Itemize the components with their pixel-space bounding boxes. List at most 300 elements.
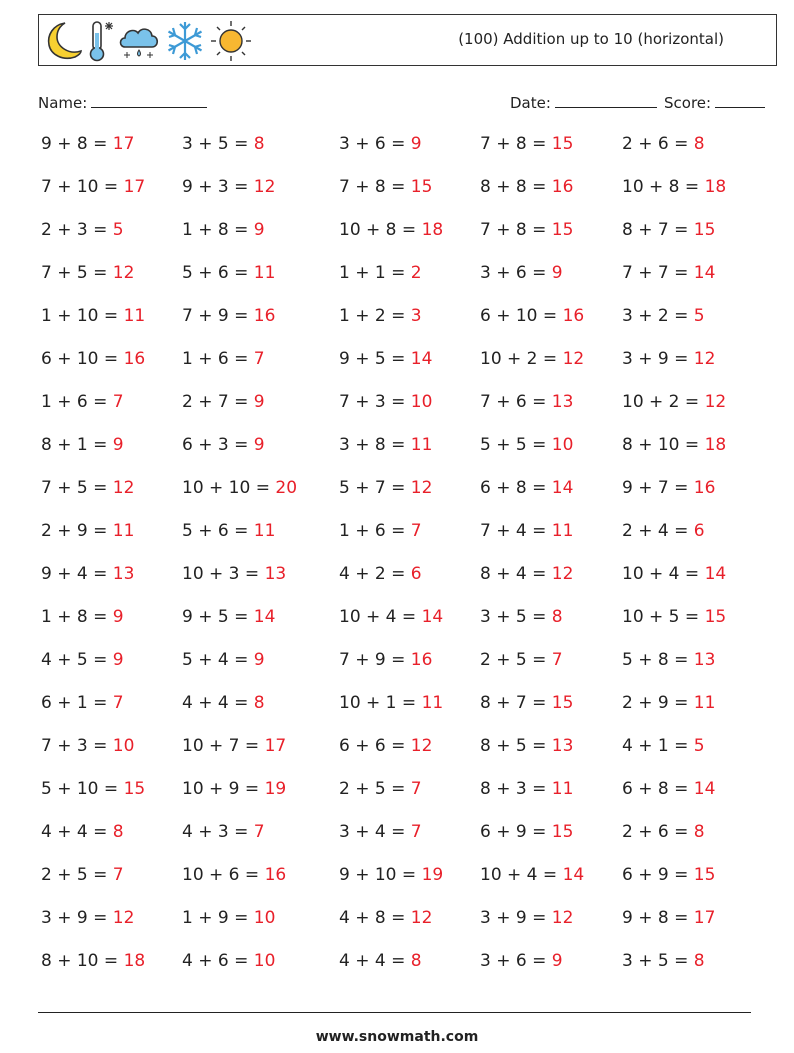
problem-cell (41, 263, 134, 283)
problem-question: 7 + 8 = (480, 220, 552, 240)
problem-cell (339, 177, 432, 197)
problem-answer: 16 (264, 865, 287, 885)
problem-question: 10 + 10 = (182, 478, 276, 498)
problem-question: 4 + 6 = (182, 951, 254, 971)
problem-answer: 9 (551, 951, 563, 971)
problem-question: 7 + 9 = (339, 650, 411, 670)
problem-answer: 13 (693, 650, 716, 670)
problem-answer: 8 (253, 693, 265, 713)
problem-answer: 16 (123, 349, 146, 369)
problem-question: 1 + 8 = (182, 220, 254, 240)
problem-cell (182, 607, 275, 627)
footer-divider (38, 1012, 751, 1013)
problem-answer: 9 (112, 650, 124, 670)
problem-question: 7 + 7 = (622, 263, 694, 283)
problem-cell (182, 822, 265, 842)
problem-answer: 14 (410, 349, 433, 369)
problem-question: 2 + 6 = (622, 134, 694, 154)
problem-question: 7 + 9 = (182, 306, 254, 326)
problem-answer: 11 (693, 693, 716, 713)
problem-cell (480, 521, 573, 541)
problem-cell (480, 607, 563, 627)
problem-question: 8 + 5 = (480, 736, 552, 756)
problem-answer: 7 (112, 865, 124, 885)
problem-cell (339, 822, 422, 842)
problem-answer: 7 (112, 392, 124, 412)
problem-cell (622, 263, 715, 283)
problem-row (41, 306, 771, 336)
score-line (715, 93, 765, 108)
problem-question: 6 + 1 = (41, 693, 113, 713)
problem-cell (622, 607, 726, 627)
problem-question: 5 + 8 = (622, 650, 694, 670)
problem-question: 1 + 6 = (41, 392, 113, 412)
problem-cell (622, 177, 726, 197)
problem-question: 9 + 10 = (339, 865, 422, 885)
problem-cell (480, 650, 563, 670)
problem-cell (480, 134, 573, 154)
problem-question: 9 + 3 = (182, 177, 254, 197)
problem-question: 8 + 7 = (622, 220, 694, 240)
problem-answer: 15 (123, 779, 146, 799)
problem-question: 3 + 5 = (480, 607, 552, 627)
problem-answer: 8 (253, 134, 265, 154)
problem-answer: 8 (410, 951, 422, 971)
problem-answer: 15 (704, 607, 727, 627)
problem-answer: 15 (410, 177, 433, 197)
problem-cell (622, 822, 705, 842)
problem-question: 1 + 6 = (182, 349, 254, 369)
problem-question: 5 + 6 = (182, 521, 254, 541)
problem-answer: 9 (253, 392, 265, 412)
problem-question: 1 + 9 = (182, 908, 254, 928)
problem-question: 6 + 8 = (480, 478, 552, 498)
problem-answer: 7 (253, 349, 265, 369)
problem-question: 7 + 5 = (41, 263, 113, 283)
problem-row (41, 435, 771, 465)
problem-question: 7 + 3 = (41, 736, 113, 756)
problem-cell (182, 306, 275, 326)
thermometer-icon (85, 19, 115, 63)
problem-cell (182, 564, 286, 584)
problem-question: 2 + 4 = (622, 521, 694, 541)
problem-answer: 2 (410, 263, 422, 283)
problem-question: 3 + 6 = (480, 263, 552, 283)
problem-question: 9 + 8 = (41, 134, 113, 154)
problem-row (41, 564, 771, 594)
problem-cell (480, 220, 573, 240)
problem-question: 4 + 1 = (622, 736, 694, 756)
problem-question: 10 + 8 = (339, 220, 422, 240)
problem-cell (182, 693, 265, 713)
problem-answer: 8 (112, 822, 124, 842)
problem-question: 3 + 9 = (41, 908, 113, 928)
date-field[interactable] (510, 93, 657, 112)
problem-question: 9 + 5 = (182, 607, 254, 627)
problem-question: 7 + 5 = (41, 478, 113, 498)
problem-cell (622, 951, 705, 971)
problem-question: 8 + 7 = (480, 693, 552, 713)
problem-question: 7 + 10 = (41, 177, 124, 197)
problem-cell (339, 736, 432, 756)
problem-cell (182, 951, 275, 971)
problem-question: 10 + 2 = (622, 392, 705, 412)
problem-row (41, 908, 771, 938)
problem-cell (480, 349, 584, 369)
problem-question: 6 + 9 = (480, 822, 552, 842)
problem-question: 10 + 2 = (480, 349, 563, 369)
problem-row (41, 607, 771, 637)
problem-question: 2 + 3 = (41, 220, 113, 240)
problem-cell (339, 779, 422, 799)
problem-answer: 13 (264, 564, 287, 584)
problem-answer: 14 (421, 607, 444, 627)
score-label: Score: (664, 94, 712, 112)
problem-cell (622, 134, 705, 154)
problem-question: 9 + 7 = (622, 478, 694, 498)
problem-row (41, 779, 771, 809)
problem-cell (41, 822, 124, 842)
problem-question: 1 + 10 = (41, 306, 124, 326)
problem-answer: 8 (693, 951, 705, 971)
problem-question: 9 + 4 = (41, 564, 113, 584)
problem-row (41, 951, 771, 981)
problem-question: 4 + 3 = (182, 822, 254, 842)
problem-cell (339, 521, 422, 541)
problem-question: 1 + 8 = (41, 607, 113, 627)
problem-answer: 16 (562, 306, 585, 326)
problem-answer: 12 (551, 908, 574, 928)
problem-answer: 12 (410, 736, 433, 756)
problem-cell (622, 306, 705, 326)
problem-cell (182, 349, 265, 369)
problem-answer: 15 (551, 822, 574, 842)
problem-cell (622, 521, 705, 541)
problem-cell (41, 736, 134, 756)
problem-cell (41, 650, 124, 670)
problem-question: 4 + 4 = (339, 951, 411, 971)
problem-answer: 17 (112, 134, 135, 154)
problem-answer: 17 (693, 908, 716, 928)
problem-question: 10 + 8 = (622, 177, 705, 197)
problem-question: 4 + 4 = (41, 822, 113, 842)
problem-answer: 14 (551, 478, 574, 498)
snowflake-icon (163, 19, 207, 63)
problem-question: 7 + 6 = (480, 392, 552, 412)
problem-cell (622, 865, 715, 885)
problem-cell (182, 736, 286, 756)
problem-answer: 13 (112, 564, 135, 584)
problem-cell (480, 736, 573, 756)
problem-cell (41, 607, 124, 627)
problem-answer: 14 (562, 865, 585, 885)
problem-answer: 11 (551, 521, 574, 541)
problem-answer: 15 (551, 693, 574, 713)
problem-answer: 11 (551, 779, 574, 799)
problem-cell (480, 392, 573, 412)
problem-cell (622, 349, 715, 369)
problem-cell (622, 392, 726, 412)
problem-answer: 7 (551, 650, 563, 670)
problem-cell (182, 779, 286, 799)
problem-cell (339, 478, 432, 498)
problem-cell (41, 865, 124, 885)
problem-cell (622, 564, 726, 584)
problem-cell (182, 263, 275, 283)
problem-answer: 9 (551, 263, 563, 283)
problem-cell (41, 220, 124, 240)
problem-cell (41, 951, 145, 971)
problem-question: 2 + 7 = (182, 392, 254, 412)
problem-question: 6 + 6 = (339, 736, 411, 756)
problem-answer: 5 (112, 220, 124, 240)
problem-answer: 12 (253, 177, 276, 197)
problem-question: 8 + 10 = (41, 951, 124, 971)
problem-answer: 7 (410, 521, 422, 541)
problem-cell (480, 822, 573, 842)
problem-cell (622, 908, 715, 928)
problem-question: 3 + 5 = (622, 951, 694, 971)
problem-question: 8 + 10 = (622, 435, 705, 455)
worksheet-header (38, 14, 777, 66)
problem-cell (339, 650, 432, 670)
problem-answer: 10 (253, 951, 276, 971)
problem-cell (480, 306, 584, 326)
problem-question: 7 + 3 = (339, 392, 411, 412)
problem-row (41, 349, 771, 379)
problem-question: 3 + 8 = (339, 435, 411, 455)
problem-question: 3 + 9 = (622, 349, 694, 369)
problem-cell (41, 134, 134, 154)
problem-answer: 11 (253, 521, 276, 541)
problem-answer: 8 (693, 822, 705, 842)
problem-cell (622, 693, 715, 713)
problem-cell (480, 177, 573, 197)
problem-answer: 18 (421, 220, 444, 240)
problem-row (41, 650, 771, 680)
problem-question: 6 + 3 = (182, 435, 254, 455)
problem-cell (182, 134, 265, 154)
problem-answer: 12 (410, 908, 433, 928)
problem-answer: 12 (562, 349, 585, 369)
problem-question: 7 + 4 = (480, 521, 552, 541)
problem-answer: 12 (551, 564, 574, 584)
problem-answer: 7 (112, 693, 124, 713)
problem-cell (41, 306, 145, 326)
problem-answer: 12 (410, 478, 433, 498)
problem-answer: 6 (693, 521, 705, 541)
problem-question: 10 + 4 = (339, 607, 422, 627)
problem-cell (339, 134, 422, 154)
problem-question: 10 + 9 = (182, 779, 265, 799)
problem-cell (339, 392, 432, 412)
problem-question: 4 + 8 = (339, 908, 411, 928)
problem-question: 10 + 5 = (622, 607, 705, 627)
problem-cell (622, 736, 705, 756)
problem-answer: 10 (410, 392, 433, 412)
problem-question: 3 + 4 = (339, 822, 411, 842)
problem-question: 3 + 2 = (622, 306, 694, 326)
problem-answer: 9 (253, 220, 265, 240)
problem-question: 8 + 3 = (480, 779, 552, 799)
problem-answer: 12 (112, 478, 135, 498)
problem-question: 5 + 5 = (480, 435, 552, 455)
problem-question: 10 + 3 = (182, 564, 265, 584)
problem-question: 2 + 9 = (622, 693, 694, 713)
problem-cell (480, 478, 573, 498)
problem-cell (339, 908, 432, 928)
problem-cell (41, 349, 145, 369)
problem-answer: 12 (112, 263, 135, 283)
problem-cell (41, 478, 134, 498)
problem-question: 9 + 5 = (339, 349, 411, 369)
problem-answer: 14 (704, 564, 727, 584)
problem-answer: 17 (123, 177, 146, 197)
problem-answer: 9 (112, 607, 124, 627)
problem-question: 10 + 6 = (182, 865, 265, 885)
problem-answer: 3 (410, 306, 422, 326)
date-line (555, 93, 657, 108)
worksheet-title: (100) Addition up to 10 (horizontal) (458, 30, 724, 48)
problem-cell (182, 650, 265, 670)
problem-cell (182, 865, 286, 885)
problem-answer: 15 (693, 865, 716, 885)
problem-cell (182, 435, 265, 455)
problem-cell (480, 263, 563, 283)
problem-row (41, 220, 771, 250)
problem-row (41, 521, 771, 551)
problem-row (41, 865, 771, 895)
moon-icon (43, 19, 83, 63)
problem-answer: 10 (253, 908, 276, 928)
problem-question: 7 + 8 = (339, 177, 411, 197)
problem-answer: 10 (551, 435, 574, 455)
problem-question: 5 + 6 = (182, 263, 254, 283)
problem-cell (41, 392, 124, 412)
problem-question: 9 + 8 = (622, 908, 694, 928)
problem-question: 3 + 5 = (182, 134, 254, 154)
problem-cell (622, 478, 715, 498)
problem-answer: 16 (551, 177, 574, 197)
problem-row (41, 736, 771, 766)
name-line (91, 93, 207, 108)
problem-cell (182, 908, 275, 928)
problem-question: 3 + 9 = (480, 908, 552, 928)
problem-answer: 7 (410, 779, 422, 799)
weather-icons (43, 18, 253, 64)
problem-row (41, 822, 771, 852)
score-field[interactable] (664, 93, 765, 112)
problem-cell (41, 435, 124, 455)
problem-question: 10 + 4 = (480, 865, 563, 885)
problem-answer: 10 (112, 736, 135, 756)
problem-answer: 11 (410, 435, 433, 455)
problem-cell (182, 521, 275, 541)
problem-answer: 13 (551, 392, 574, 412)
problem-answer: 11 (421, 693, 444, 713)
problem-question: 2 + 9 = (41, 521, 113, 541)
problem-answer: 5 (693, 736, 705, 756)
problem-answer: 18 (704, 435, 727, 455)
problem-question: 6 + 10 = (480, 306, 563, 326)
problem-answer: 12 (704, 392, 727, 412)
problem-cell (480, 435, 573, 455)
footer-url: www.snowmath.com (315, 1029, 479, 1045)
problem-answer: 15 (551, 134, 574, 154)
problem-question: 3 + 6 = (339, 134, 411, 154)
problem-question: 8 + 8 = (480, 177, 552, 197)
problem-row (41, 693, 771, 723)
problem-answer: 18 (704, 177, 727, 197)
problem-answer: 15 (551, 220, 574, 240)
problem-cell (339, 564, 422, 584)
problem-question: 2 + 6 = (622, 822, 694, 842)
problem-question: 2 + 5 = (480, 650, 552, 670)
problem-question: 1 + 1 = (339, 263, 411, 283)
problem-row (41, 177, 771, 207)
problem-cell (41, 564, 134, 584)
problem-question: 10 + 7 = (182, 736, 265, 756)
problem-answer: 19 (264, 779, 287, 799)
problem-answer: 6 (410, 564, 422, 584)
problem-question: 8 + 4 = (480, 564, 552, 584)
problem-cell (480, 908, 573, 928)
problem-answer: 11 (253, 263, 276, 283)
problem-answer: 11 (112, 521, 135, 541)
problem-cell (622, 650, 715, 670)
problem-question: 3 + 6 = (480, 951, 552, 971)
problem-question: 6 + 8 = (622, 779, 694, 799)
problem-answer: 8 (693, 134, 705, 154)
problem-answer: 18 (123, 951, 146, 971)
problem-question: 8 + 1 = (41, 435, 113, 455)
problem-question: 5 + 7 = (339, 478, 411, 498)
problem-answer: 12 (112, 908, 135, 928)
problem-answer: 9 (112, 435, 124, 455)
problem-cell (41, 693, 124, 713)
problem-answer: 5 (693, 306, 705, 326)
problem-cell (480, 564, 573, 584)
problem-answer: 20 (275, 478, 298, 498)
problem-question: 5 + 10 = (41, 779, 124, 799)
problem-cell (622, 220, 715, 240)
problem-cell (339, 306, 422, 326)
problem-cell (41, 521, 134, 541)
problem-cell (41, 177, 145, 197)
problem-cell (339, 263, 422, 283)
problem-answer: 16 (693, 478, 716, 498)
problem-question: 1 + 2 = (339, 306, 411, 326)
problem-question: 7 + 8 = (480, 134, 552, 154)
problem-cell (41, 908, 134, 928)
problem-cell (182, 177, 275, 197)
problem-answer: 14 (253, 607, 276, 627)
problem-answer: 19 (421, 865, 444, 885)
problem-question: 4 + 2 = (339, 564, 411, 584)
sun-icon (209, 19, 253, 63)
problem-row (41, 478, 771, 508)
problem-answer: 13 (551, 736, 574, 756)
problem-cell (339, 607, 443, 627)
problem-answer: 9 (410, 134, 422, 154)
problem-cell (339, 951, 422, 971)
problem-answer: 17 (264, 736, 287, 756)
name-field[interactable] (38, 93, 207, 112)
problem-question: 10 + 1 = (339, 693, 422, 713)
name-label: Name: (38, 94, 88, 112)
problem-answer: 16 (410, 650, 433, 670)
problem-answer: 14 (693, 779, 716, 799)
